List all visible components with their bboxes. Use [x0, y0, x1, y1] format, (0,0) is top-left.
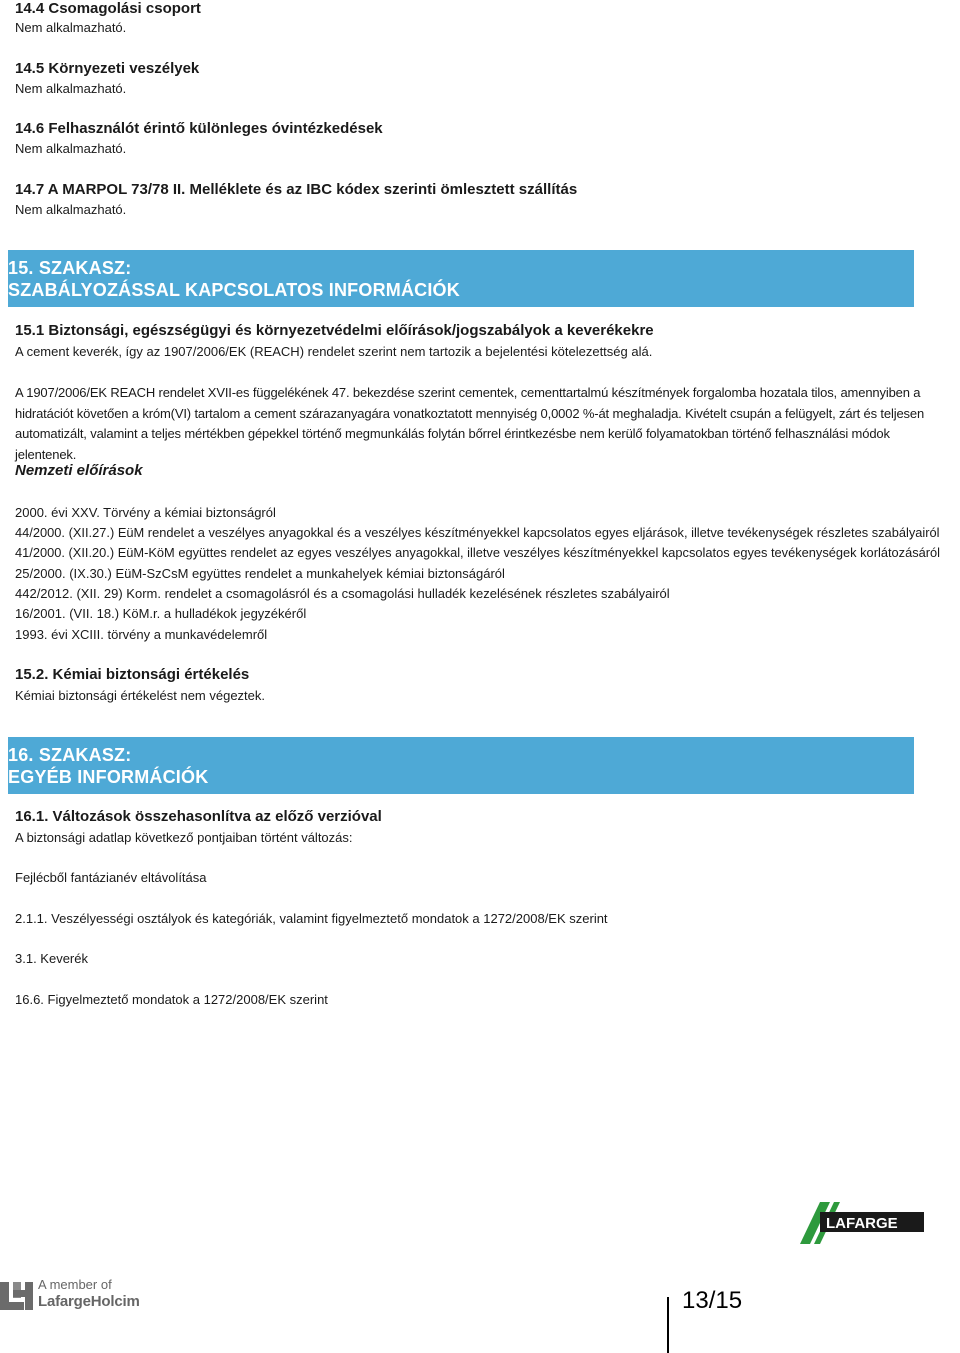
regulation-item: 25/2000. (IX.30.) EüM-SzCsM együttes rendelet a munkahelyek kémiai biztonságáról: [15, 566, 505, 581]
section-16-band-line1: 16. SZAKASZ:: [8, 745, 132, 765]
change-item: 3.1. Keverék: [15, 951, 88, 966]
regulation-item: 41/2000. (XII.20.) EüM-KöM együttes rendelet az egyes veszélyes anyagokkal, illetve veszélyes készítményekkel kapcsolatos egyes tevékenységek korlátozásáról: [15, 545, 941, 560]
heading-14-6: 14.6 Felhasználót érintő különleges óvintézkedések: [15, 120, 383, 137]
regulation-item: 442/2012. (XII. 29) Korm. rendelet a csomagolásról és a csomagolási hulladék kezelésének részletes szabályairól: [15, 586, 670, 601]
regulation-item: 44/2000. (XII.27.) EüM rendelet a veszélyes anyagokkal és a veszélyes készítményekkel kapcsolatos egyes eljárások, illetve tevékenységek részletes szabályairól: [15, 525, 940, 540]
heading-14-5: 14.5 Környezeti veszélyek: [15, 60, 200, 77]
text-15-2: Kémiai biztonsági értékelést nem végeztek.: [15, 688, 266, 703]
page-number: 13/15: [682, 1287, 743, 1314]
lafargeholcim-logo-icon: [0, 1278, 34, 1312]
text-14-4: Nem alkalmazható.: [15, 20, 127, 35]
section-16-band-line2: EGYÉB INFORMÁCIÓK: [8, 767, 209, 787]
regulation-item: 2000. évi XXV. Törvény a kémiai biztonságról: [15, 505, 276, 520]
national-regulations-heading: Nemzeti előírások: [15, 462, 143, 479]
heading-15-1: 15.1 Biztonsági, egészségügyi és környezetvédelmi előírások/jogszabályok a keverékekre: [15, 322, 654, 339]
text-15-1: A cement keverék, így az 1907/2006/EK (REACH) rendelet szerint nem tartozik a bejelentési kötelezettség alá.: [15, 344, 653, 359]
text-16-1: A biztonsági adatlap következő pontjaiban történt változás:: [15, 830, 353, 845]
heading-15-2: 15.2. Kémiai biztonsági értékelés: [15, 666, 250, 683]
regulation-item: 16/2001. (VII. 18.) KöM.r. a hulladékok jegyzékéről: [15, 606, 307, 621]
member-of-text: A member of: [38, 1277, 112, 1292]
section-15-band-line1: 15. SZAKASZ:: [8, 258, 132, 278]
lafarge-logo-text: LAFARGE: [826, 1215, 898, 1232]
reach-paragraph: A 1907/2006/EK REACH rendelet XVII-es függelékének 47. bekezdése szerint cementek, cementtartalmú készítmények forgalomba hozatala tilos, amennyiben a hidratációt követően a króm(VI) tartalom a cement szárazanyagára vonatkoztatott mennyiség 0,0002 %-át meghaladja. Kivételt csupán a felügyelt, zárt és teljesen automatizált, valamint a teljes mértékben gépekkel történő megmunkálás folytán bőrrel érintkezésbe nem kerülő folyamatokban történő felhasználási módok jelentenek.: [15, 385, 925, 462]
lafargeholcim-member-logo: [0, 1276, 160, 1316]
regulation-item: 1993. évi XCIII. törvény a munkavédelemről: [15, 627, 268, 642]
heading-14-4: 14.4 Csomagolási csoport: [15, 0, 201, 17]
lafarge-logo-icon: [800, 1198, 928, 1248]
text-14-7: Nem alkalmazható.: [15, 202, 127, 217]
lafargeholcim-name: LafargeHolcim: [38, 1293, 140, 1310]
heading-16-1: 16.1. Változások összehasonlítva az előző verzióval: [15, 808, 382, 825]
lafarge-logo: [800, 1198, 928, 1248]
change-item: 2.1.1. Veszélyességi osztályok és kategóriák, valamint figyelmeztető mondatok a 1272/2008/EK szerint: [15, 911, 608, 926]
text-14-6: Nem alkalmazható.: [15, 141, 127, 156]
heading-14-7: 14.7 A MARPOL 73/78 II. Melléklete és az IBC kódex szerinti ömlesztett szállítás: [15, 181, 578, 198]
change-item: 16.6. Figyelmeztető mondatok a 1272/2008/EK szerint: [15, 992, 328, 1007]
change-item: Fejlécből fantázianév eltávolítása: [15, 870, 207, 885]
text-14-5: Nem alkalmazható.: [15, 81, 127, 96]
section-15-band-line2: SZABÁLYOZÁSSAL KAPCSOLATOS INFORMÁCIÓK: [8, 280, 460, 300]
page-number-divider: [667, 1297, 669, 1353]
